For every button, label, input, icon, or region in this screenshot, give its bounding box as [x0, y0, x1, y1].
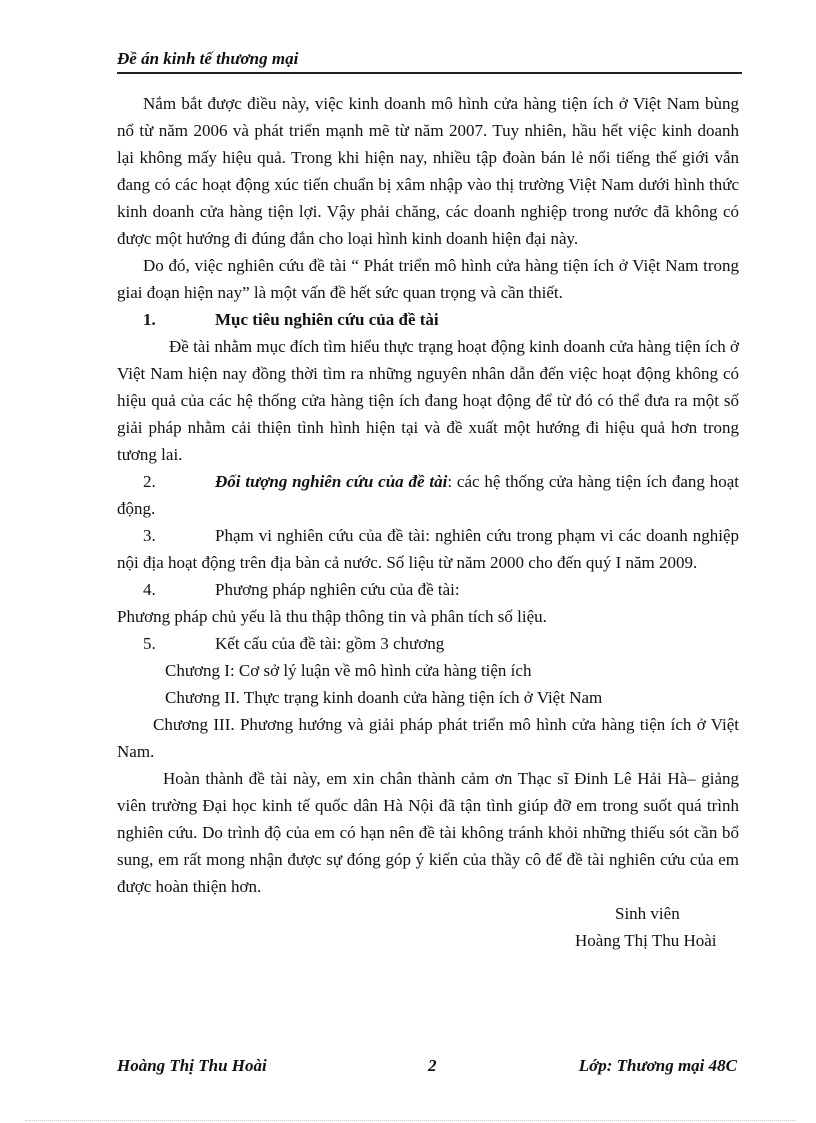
section-3 [117, 522, 739, 576]
section-2-text: : các hệ thống cửa hàng tiện ích đang hoạt động. [117, 472, 739, 518]
footer-author: Hoàng Thị Thu Hoài [117, 1056, 267, 1075]
chapter-2: Chương II. Thực trạng kinh doanh cửa hàng tiện ích ở Việt Nam [165, 688, 603, 707]
section-1-number: 1. [143, 310, 156, 329]
section-3-number: 3. [143, 526, 156, 545]
section-2 [117, 468, 739, 522]
section-4-title: Phương pháp nghiên cứu của đề tài: [215, 580, 460, 599]
footer-class: Lớp: Thương mại 48C [578, 1056, 737, 1075]
section-4-number: 4. [143, 580, 156, 599]
section-4-text: Phương pháp chủ yếu là thu thập thông tin và phân tích số liệu. [117, 607, 547, 626]
paragraph-topic: Do đó, việc nghiên cứu đề tài “ Phát triển mô hình cửa hàng tiện ích ở Việt Nam trong giai đoạn hiện nay” là một vấn đề hết sức quan trọng và cần thiết. [117, 256, 739, 302]
signature-name: Hoàng Thị Thu Hoài [575, 931, 717, 950]
document-body [117, 90, 739, 954]
page-number: 2 [428, 1056, 437, 1075]
header-title: Đề án kinh tế thương mại [117, 49, 299, 68]
section-1-heading [117, 306, 739, 333]
section-2-number: 2. [143, 472, 156, 491]
page-header [117, 48, 742, 74]
chapter-3: Chương III. Phương hướng và giải pháp phát triển mô hình cửa hàng tiện ích ở Việt Nam. [117, 715, 739, 761]
signature-role: Sinh viên [615, 904, 680, 923]
section-5-title: Kết cấu của đề tài: gồm 3 chương [215, 634, 445, 653]
page-footer [117, 1052, 737, 1078]
paragraph-thanks: Hoàn thành đề tài này, em xin chân thành cảm ơn Thạc sĩ Đinh Lê Hải Hà– giảng viên trường Đại học kinh tế quốc dân Hà Nội đã tận tình giúp đỡ em trong suốt quá trình nghiên cứu. Do trình độ của em có hạn nên đề tài không tránh khỏi những thiếu sót cần bổ sung, em rất mong nhận được sự đóng góp ý kiến của thầy cô để đề tài nghiên cứu của em được hoàn thiện hơn. [117, 769, 739, 896]
section-2-title: Đối tượng nghiên cứu của đề tài [215, 472, 448, 491]
section-3-text: Phạm vi nghiên cứu của đề tài: nghiên cứu trong phạm vi các doanh nghiệp nội địa hoạt động trên địa bàn cả nước. Số liệu từ năm 2000 cho đến quý I năm 2009. [117, 526, 739, 572]
chapter-1: Chương I: Cơ sở lý luận về mô hình cửa hàng tiện ích [165, 661, 532, 680]
section-5-number: 5. [143, 634, 156, 653]
section-5-heading [117, 630, 739, 657]
section-4-heading [117, 576, 739, 603]
section-1-text: Đề tài nhằm mục đích tìm hiểu thực trạng hoạt động kinh doanh cửa hàng tiện ích ở Việt Nam hiện nay đồng thời tìm ra những nguyên nhân dẫn đến việc hoạt động không có hiệu quả của các hệ thống cửa hàng tiện ích đang hoạt động để từ đó có thể đưa ra một số giải pháp nhằm cải thiện tình hình hiện tại và đề xuất một hướng đi hiệu quả hơn trong tương lai. [117, 337, 739, 464]
paragraph-intro: Nắm bắt được điều này, việc kinh doanh mô hình cửa hàng tiện ích ở Việt Nam bùng nổ từ năm 2006 và phát triển mạnh mẽ từ năm 2007. Tuy nhiên, hầu hết việc kinh doanh lại không mấy hiệu quả. Trong khi hiện nay, nhiều tập đoàn bán lẻ nổi tiếng thế giới vẫn đang có các hoạt động xúc tiến chuẩn bị xâm nhập vào thị trường Việt Nam dưới hình thức kinh doanh cửa hàng tiện lợi. Vậy phải chăng, các doanh nghiệp trong nước đã không có được một hướng đi đúng đắn cho loại hình kinh doanh hiện đại này. [117, 94, 739, 248]
page-bottom-divider [25, 1120, 795, 1121]
section-1-title: Mục tiêu nghiên cứu của đề tài [215, 310, 439, 329]
